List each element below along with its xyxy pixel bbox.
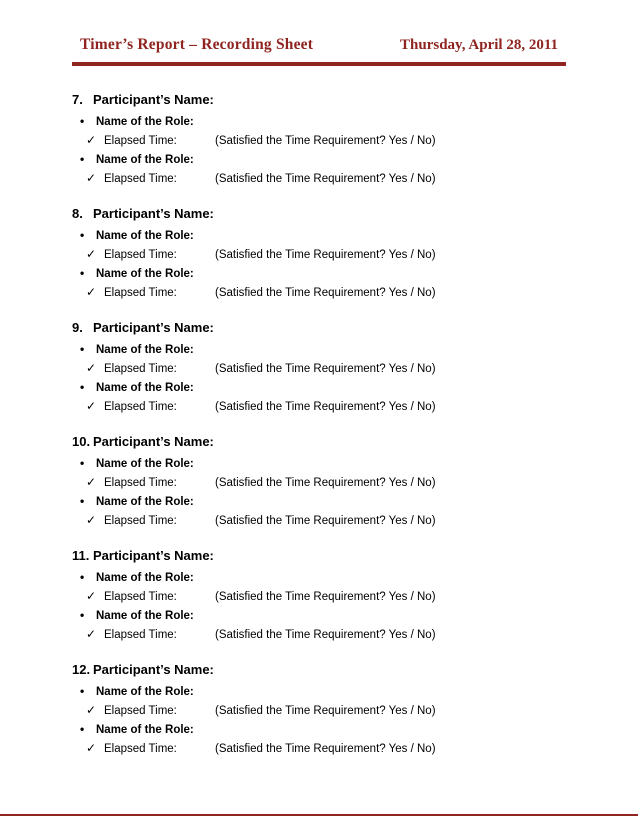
role-label: Name of the Role: bbox=[96, 458, 194, 470]
role-label: Name of the Role: bbox=[96, 724, 194, 736]
role-label: Name of the Role: bbox=[96, 686, 194, 698]
participant-number: 9. bbox=[72, 320, 83, 335]
checkmark-icon: ✓ bbox=[86, 399, 97, 413]
elapsed-time-label: Elapsed Time: bbox=[104, 743, 177, 755]
elapsed-line bbox=[86, 625, 566, 644]
role-label: Name of the Role: bbox=[96, 344, 194, 356]
participant-heading bbox=[72, 90, 566, 109]
elapsed-line bbox=[86, 587, 566, 606]
bullet-icon: • bbox=[80, 228, 85, 242]
role-label: Name of the Role: bbox=[96, 268, 194, 280]
elapsed-time-label: Elapsed Time: bbox=[104, 591, 177, 603]
bullet-icon: • bbox=[80, 722, 85, 736]
satisfied-question-label: (Satisfied the Time Requirement? Yes / No) bbox=[215, 249, 436, 261]
checkmark-icon: ✓ bbox=[86, 741, 97, 755]
elapsed-time-label: Elapsed Time: bbox=[104, 287, 177, 299]
document-header bbox=[72, 36, 566, 62]
sections bbox=[72, 90, 566, 758]
role-line bbox=[80, 682, 566, 701]
satisfied-question-label: (Satisfied the Time Requirement? Yes / No) bbox=[215, 629, 436, 641]
elapsed-line bbox=[86, 511, 566, 530]
checkmark-icon: ✓ bbox=[86, 475, 97, 489]
role-line bbox=[80, 112, 566, 131]
role-label: Name of the Role: bbox=[96, 572, 194, 584]
bullet-icon: • bbox=[80, 152, 85, 166]
checkmark-icon: ✓ bbox=[86, 589, 97, 603]
role-label: Name of the Role: bbox=[96, 230, 194, 242]
participant-name-label: Participant’s Name: bbox=[93, 662, 214, 677]
bullet-icon: • bbox=[80, 608, 85, 622]
satisfied-question-label: (Satisfied the Time Requirement? Yes / No) bbox=[215, 743, 436, 755]
role-line bbox=[80, 264, 566, 283]
elapsed-time-label: Elapsed Time: bbox=[104, 477, 177, 489]
satisfied-question-label: (Satisfied the Time Requirement? Yes / No) bbox=[215, 363, 436, 375]
participant-heading bbox=[72, 546, 566, 565]
bullet-icon: • bbox=[80, 570, 85, 584]
bullet-icon: • bbox=[80, 456, 85, 470]
elapsed-time-label: Elapsed Time: bbox=[104, 249, 177, 261]
participant-number: 12. bbox=[72, 662, 91, 677]
role-line bbox=[80, 378, 566, 397]
participant-section bbox=[72, 318, 566, 416]
satisfied-question-label: (Satisfied the Time Requirement? Yes / No) bbox=[215, 173, 436, 185]
role-line bbox=[80, 568, 566, 587]
checkmark-icon: ✓ bbox=[86, 247, 97, 261]
participant-section bbox=[72, 204, 566, 302]
elapsed-line bbox=[86, 473, 566, 492]
satisfied-question-label: (Satisfied the Time Requirement? Yes / No) bbox=[215, 287, 436, 299]
elapsed-time-label: Elapsed Time: bbox=[104, 629, 177, 641]
satisfied-question-label: (Satisfied the Time Requirement? Yes / No) bbox=[215, 477, 436, 489]
role-line bbox=[80, 454, 566, 473]
bullet-icon: • bbox=[80, 266, 85, 280]
elapsed-line bbox=[86, 359, 566, 378]
bullet-icon: • bbox=[80, 342, 85, 356]
elapsed-line bbox=[86, 739, 566, 758]
satisfied-question-label: (Satisfied the Time Requirement? Yes / No) bbox=[215, 705, 436, 717]
elapsed-line bbox=[86, 169, 566, 188]
checkmark-icon: ✓ bbox=[86, 361, 97, 375]
participant-number: 7. bbox=[72, 92, 83, 107]
elapsed-time-label: Elapsed Time: bbox=[104, 135, 177, 147]
role-line bbox=[80, 226, 566, 245]
participant-section bbox=[72, 660, 566, 758]
role-label: Name of the Role: bbox=[96, 610, 194, 622]
checkmark-icon: ✓ bbox=[86, 171, 97, 185]
participant-name-label: Participant’s Name: bbox=[93, 320, 214, 335]
checkmark-icon: ✓ bbox=[86, 627, 97, 641]
participant-name-label: Participant’s Name: bbox=[93, 548, 214, 563]
checkmark-icon: ✓ bbox=[86, 703, 97, 717]
participant-section bbox=[72, 90, 566, 188]
document-title: Timer’s Report – Recording Sheet bbox=[80, 36, 314, 53]
role-label: Name of the Role: bbox=[96, 382, 194, 394]
satisfied-question-label: (Satisfied the Time Requirement? Yes / No) bbox=[215, 401, 436, 413]
participant-name-label: Participant’s Name: bbox=[93, 92, 214, 107]
satisfied-question-label: (Satisfied the Time Requirement? Yes / No) bbox=[215, 591, 436, 603]
elapsed-line bbox=[86, 397, 566, 416]
role-line bbox=[80, 492, 566, 511]
elapsed-line bbox=[86, 131, 566, 150]
document-date: Thursday, April 28, 2011 bbox=[400, 37, 558, 53]
elapsed-line bbox=[86, 245, 566, 264]
checkmark-icon: ✓ bbox=[86, 513, 97, 527]
role-line bbox=[80, 606, 566, 625]
participant-heading bbox=[72, 318, 566, 337]
elapsed-time-label: Elapsed Time: bbox=[104, 515, 177, 527]
checkmark-icon: ✓ bbox=[86, 285, 97, 299]
role-line bbox=[80, 720, 566, 739]
checkmark-icon: ✓ bbox=[86, 133, 97, 147]
participant-name-label: Participant’s Name: bbox=[93, 434, 214, 449]
participant-heading bbox=[72, 432, 566, 451]
elapsed-time-label: Elapsed Time: bbox=[104, 363, 177, 375]
satisfied-question-label: (Satisfied the Time Requirement? Yes / No) bbox=[215, 135, 436, 147]
elapsed-line bbox=[86, 701, 566, 720]
bullet-icon: • bbox=[80, 380, 85, 394]
role-label: Name of the Role: bbox=[96, 496, 194, 508]
elapsed-time-label: Elapsed Time: bbox=[104, 401, 177, 413]
participant-number: 11. bbox=[72, 548, 90, 563]
role-line bbox=[80, 150, 566, 169]
header-rule bbox=[72, 62, 566, 66]
participant-section bbox=[72, 546, 566, 644]
satisfied-question-label: (Satisfied the Time Requirement? Yes / No) bbox=[215, 515, 436, 527]
participant-name-label: Participant’s Name: bbox=[93, 206, 214, 221]
participant-number: 10. bbox=[72, 434, 91, 449]
participant-heading bbox=[72, 204, 566, 223]
role-line bbox=[80, 340, 566, 359]
participant-section bbox=[72, 432, 566, 530]
role-label: Name of the Role: bbox=[96, 154, 194, 166]
elapsed-line bbox=[86, 283, 566, 302]
bullet-icon: • bbox=[80, 494, 85, 508]
elapsed-time-label: Elapsed Time: bbox=[104, 705, 177, 717]
bullet-icon: • bbox=[80, 114, 85, 128]
participant-number: 8. bbox=[72, 206, 83, 221]
bullet-icon: • bbox=[80, 684, 85, 698]
elapsed-time-label: Elapsed Time: bbox=[104, 173, 177, 185]
page-bottom-rule bbox=[0, 814, 638, 816]
role-label: Name of the Role: bbox=[96, 116, 194, 128]
participant-heading bbox=[72, 660, 566, 679]
